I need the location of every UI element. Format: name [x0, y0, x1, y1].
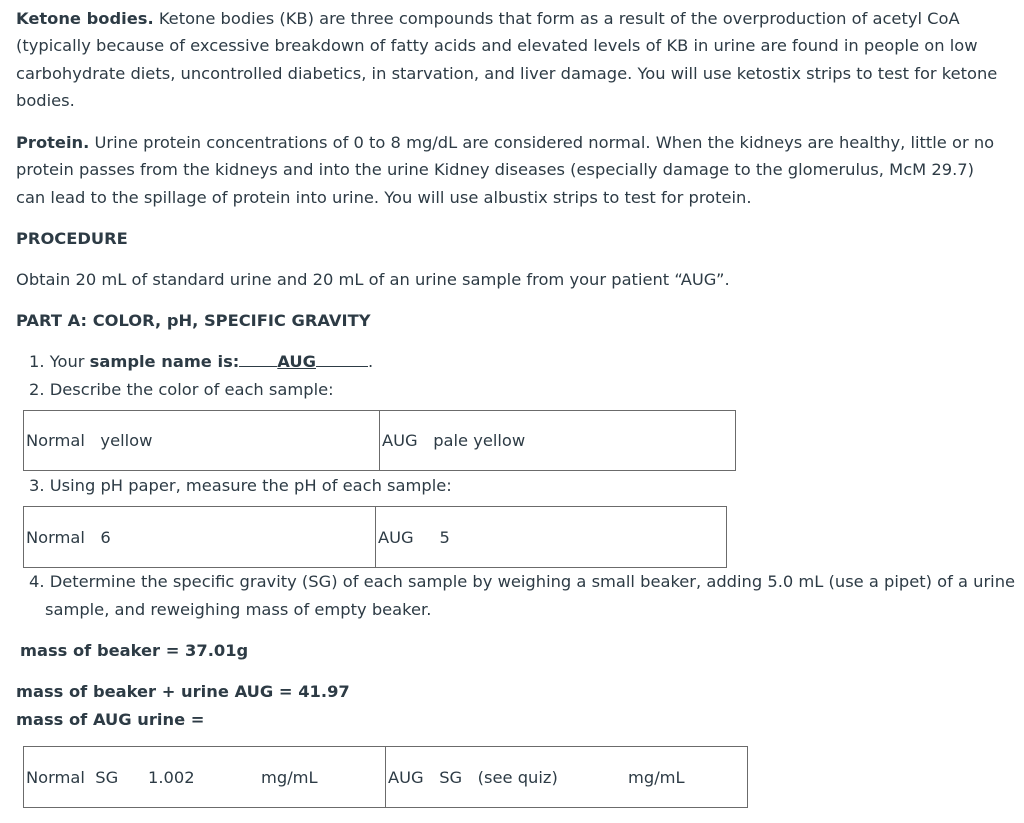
blank-before [239, 352, 277, 367]
color-aug-cell [380, 411, 735, 470]
sg-normal-unit: mg/mL [261, 768, 318, 787]
sg-normal-label: Normal SG [26, 768, 119, 787]
step-1-number: 1. [29, 352, 45, 371]
sample-name-value: AUG [277, 352, 316, 371]
part-a-heading: PART A: COLOR, pH, SPECIFIC GRAVITY [16, 311, 371, 330]
step-3: 3. Using pH paper, measure the pH of each sample: [29, 476, 452, 495]
ph-normal-text: Normal 6 [26, 528, 111, 547]
sg-aug-unit: mg/mL [628, 768, 685, 787]
sg-normal-cell [24, 747, 386, 807]
sg-aug-label: AUG SG (see quiz) [388, 768, 558, 787]
step-1-end: . [367, 352, 374, 371]
step-1-prefix: Your [49, 352, 90, 371]
ph-aug-text: AUG 5 [378, 528, 450, 547]
sample-name-label: sample name is: [89, 352, 240, 371]
sg-aug-cell [386, 747, 747, 807]
protein-paragraph [16, 129, 1006, 211]
sg-table [23, 746, 748, 808]
color-table [23, 410, 736, 471]
ketone-text: Ketone bodies (KB) are three compounds that form as a result of the overproduction of acetyl CoA (typically because of excessive breakdown of fatty acids and elevated levels of KB in urine are found in people on low carbohydrate diets, uncontrolled diabetics, in starvation, and liver damage. You will use ketostix strips to test for ketone bodies. [16, 9, 998, 111]
step-4-line-2: sample, and reweighing mass of empty beaker. [45, 600, 432, 619]
ph-normal-cell [24, 507, 376, 567]
protein-title: Protein. [16, 133, 90, 152]
ph-table [23, 506, 727, 568]
color-normal-cell [24, 411, 380, 470]
step-1 [29, 352, 373, 371]
ketone-title: Ketone bodies. [16, 9, 154, 28]
ketone-paragraph [16, 5, 1006, 115]
mass-of-beaker: mass of beaker = 37.01g [20, 641, 249, 660]
ph-aug-cell [376, 507, 726, 567]
procedure-text: Obtain 20 mL of standard urine and 20 mL of an urine sample from your patient “AUG”. [16, 270, 730, 289]
blank-after [316, 352, 368, 367]
color-normal-text: Normal yellow [26, 431, 153, 450]
sg-normal-value: 1.002 [148, 768, 195, 787]
mass-of-urine: mass of AUG urine = [16, 710, 205, 729]
protein-text: Urine protein concentrations of 0 to 8 mg/dL are considered normal. When the kidneys are healthy, little or no protein passes from the kidneys and into the urine Kidney diseases (especially damage to the glomerulus, McM 29.7) can lead to the spillage of protein into urine. You will use albustix strips to test for protein. [16, 133, 995, 207]
color-aug-text: AUG pale yellow [382, 431, 526, 450]
step-4-line-1: 4. Determine the specific gravity (SG) of each sample by weighing a small beaker, adding 5.0 mL (use a pipet) of a urine [29, 572, 1016, 591]
mass-of-beaker-urine: mass of beaker + urine AUG = 41.97 [16, 682, 350, 701]
step-2: 2. Describe the color of each sample: [29, 380, 334, 399]
procedure-heading: PROCEDURE [16, 229, 128, 248]
